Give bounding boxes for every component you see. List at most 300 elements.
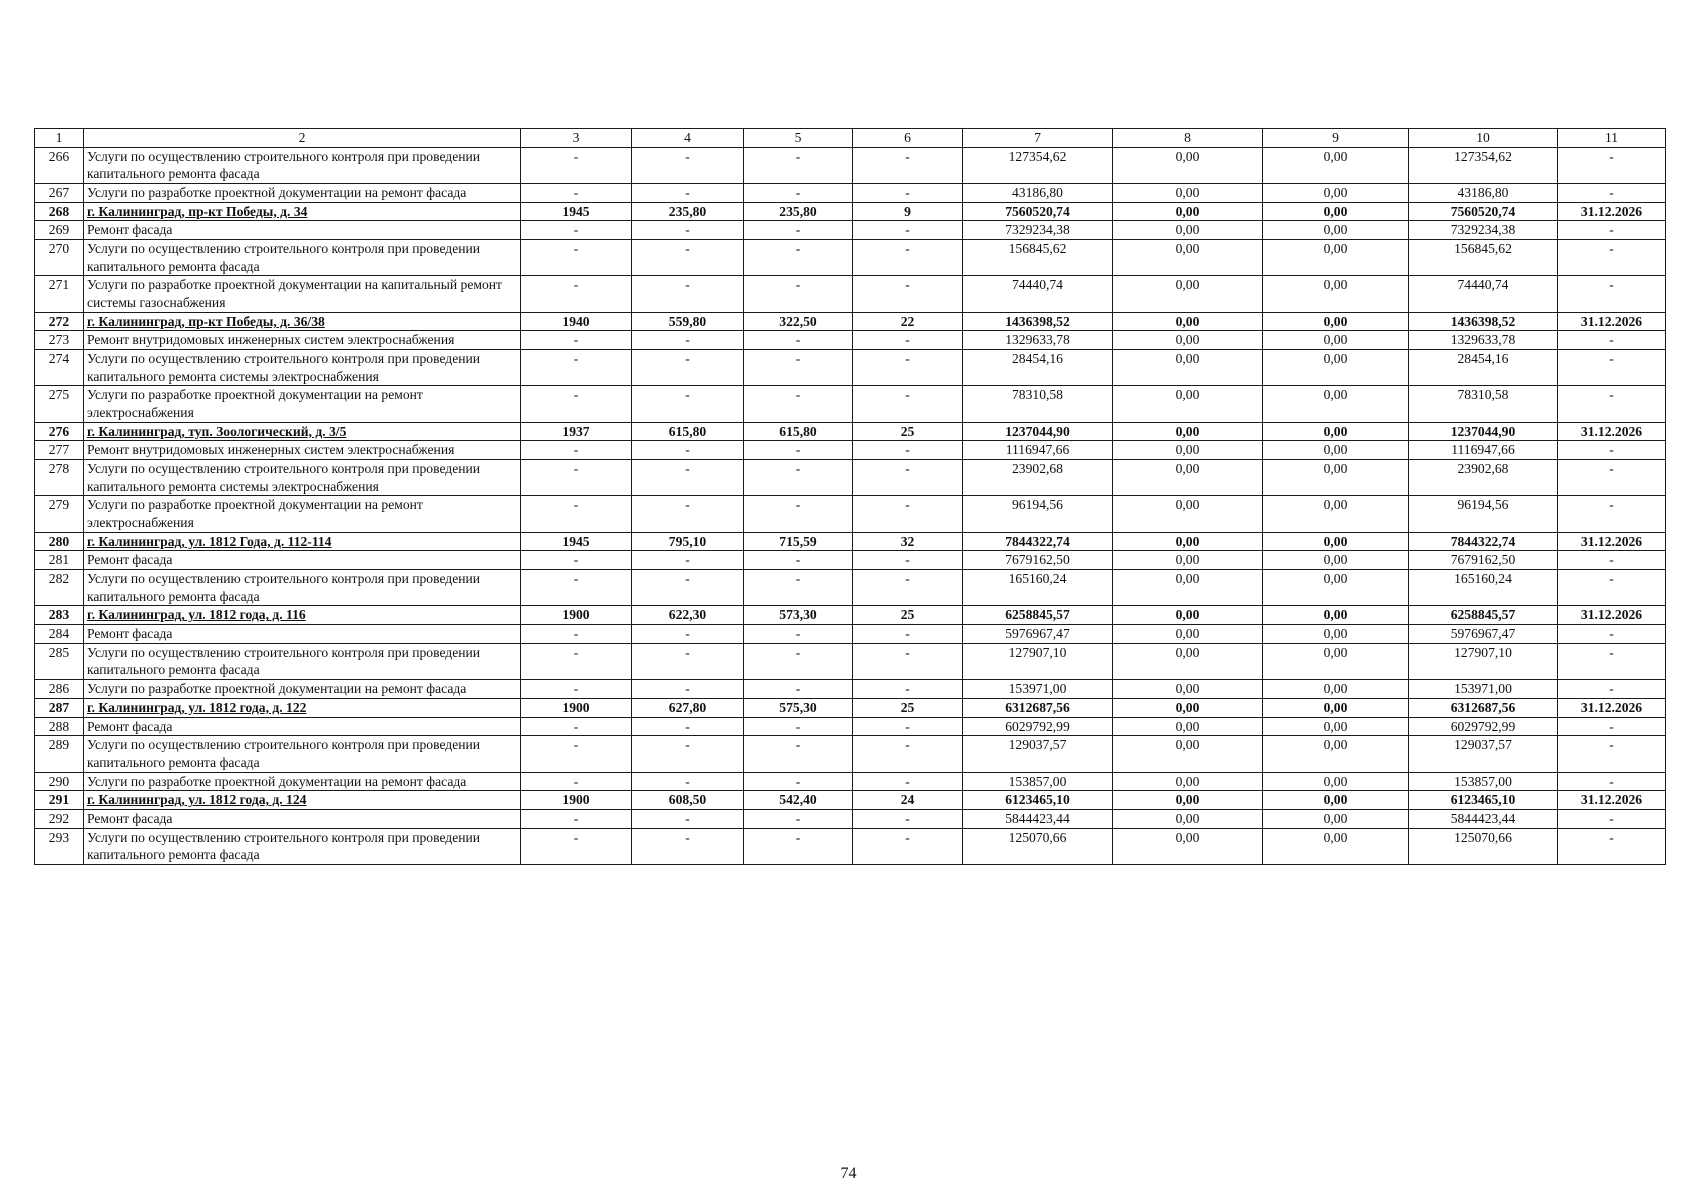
owner-funds-cell: 96194,56 xyxy=(1409,496,1558,532)
completion-date-cell: - xyxy=(1558,736,1666,772)
total-area-cell: - xyxy=(632,331,744,350)
column-number-cell: 5 xyxy=(744,129,853,148)
total-area-cell: - xyxy=(632,828,744,864)
row-number-cell: 288 xyxy=(35,717,84,736)
build-year-cell: - xyxy=(521,643,632,679)
regional-funds-cell: 0,00 xyxy=(1263,276,1409,312)
total-area-cell: - xyxy=(632,276,744,312)
federal-funds-cell: 0,00 xyxy=(1113,680,1263,699)
table-row xyxy=(35,350,1666,386)
work-description-cell: г. Калининград, ул. 1812 Года, д. 112-114 xyxy=(84,532,521,551)
build-year-cell: - xyxy=(521,331,632,350)
row-number-cell: 292 xyxy=(35,809,84,828)
page-number: 74 xyxy=(840,1165,857,1182)
living-area-cell: - xyxy=(744,570,853,606)
build-year-cell: - xyxy=(521,221,632,240)
owner-funds-cell: 23902,68 xyxy=(1409,460,1558,496)
total-area-cell: - xyxy=(632,772,744,791)
build-year-cell: - xyxy=(521,625,632,644)
owner-funds-cell: 6258845,57 xyxy=(1409,606,1558,625)
build-year-cell: 1940 xyxy=(521,312,632,331)
column-number-cell: 2 xyxy=(84,129,521,148)
federal-funds-cell: 0,00 xyxy=(1113,532,1263,551)
address-row xyxy=(35,698,1666,717)
federal-funds-cell: 0,00 xyxy=(1113,625,1263,644)
residents-cell: - xyxy=(853,625,963,644)
living-area-cell: - xyxy=(744,240,853,276)
total-area-cell: - xyxy=(632,441,744,460)
total-cost-cell: 78310,58 xyxy=(963,386,1113,422)
row-number-cell: 271 xyxy=(35,276,84,312)
owner-funds-cell: 1436398,52 xyxy=(1409,312,1558,331)
build-year-cell: 1900 xyxy=(521,791,632,810)
table-row xyxy=(35,460,1666,496)
completion-date-cell: - xyxy=(1558,386,1666,422)
regional-funds-cell: 0,00 xyxy=(1263,680,1409,699)
residents-cell: - xyxy=(853,551,963,570)
table-row xyxy=(35,331,1666,350)
living-area-cell: 715,59 xyxy=(744,532,853,551)
total-area-cell: 608,50 xyxy=(632,791,744,810)
total-cost-cell: 43186,80 xyxy=(963,184,1113,203)
work-description-cell: Ремонт внутридомовых инженерных систем электроснабжения xyxy=(84,331,521,350)
federal-funds-cell: 0,00 xyxy=(1113,276,1263,312)
total-cost-cell: 6123465,10 xyxy=(963,791,1113,810)
column-number-cell: 10 xyxy=(1409,129,1558,148)
work-description-cell: Ремонт фасада xyxy=(84,809,521,828)
work-description-cell: Услуги по разработке проектной документации на капитальный ремонт системы газоснабжения xyxy=(84,276,521,312)
total-cost-cell: 96194,56 xyxy=(963,496,1113,532)
table-row xyxy=(35,147,1666,183)
total-cost-cell: 129037,57 xyxy=(963,736,1113,772)
federal-funds-cell: 0,00 xyxy=(1113,240,1263,276)
residents-cell: - xyxy=(853,184,963,203)
living-area-cell: 575,30 xyxy=(744,698,853,717)
total-cost-cell: 1436398,52 xyxy=(963,312,1113,331)
build-year-cell: - xyxy=(521,441,632,460)
table-body xyxy=(35,147,1666,864)
completion-date-cell: 31.12.2026 xyxy=(1558,422,1666,441)
completion-date-cell: - xyxy=(1558,717,1666,736)
total-cost-cell: 7844322,74 xyxy=(963,532,1113,551)
owner-funds-cell: 153971,00 xyxy=(1409,680,1558,699)
work-description-cell: Услуги по осуществлению строительного контроля при проведении капитального ремонта системы электроснабжения xyxy=(84,460,521,496)
residents-cell: - xyxy=(853,441,963,460)
total-area-cell: - xyxy=(632,350,744,386)
regional-funds-cell: 0,00 xyxy=(1263,736,1409,772)
work-description-cell: г. Калининград, ул. 1812 года, д. 124 xyxy=(84,791,521,810)
work-description-cell: Услуги по разработке проектной документации на ремонт электроснабжения xyxy=(84,496,521,532)
work-description-cell: Ремонт внутридомовых инженерных систем электроснабжения xyxy=(84,441,521,460)
column-number-cell: 1 xyxy=(35,129,84,148)
completion-date-cell: - xyxy=(1558,809,1666,828)
total-area-cell: - xyxy=(632,643,744,679)
residents-cell: - xyxy=(853,147,963,183)
build-year-cell: 1945 xyxy=(521,532,632,551)
total-cost-cell: 1116947,66 xyxy=(963,441,1113,460)
residents-cell: - xyxy=(853,240,963,276)
address-row xyxy=(35,791,1666,810)
row-number-cell: 266 xyxy=(35,147,84,183)
build-year-cell: - xyxy=(521,240,632,276)
total-area-cell: - xyxy=(632,551,744,570)
federal-funds-cell: 0,00 xyxy=(1113,570,1263,606)
regional-funds-cell: 0,00 xyxy=(1263,791,1409,810)
work-description-cell: г. Калининград, пр-кт Победы, д. 36/38 xyxy=(84,312,521,331)
total-area-cell: - xyxy=(632,460,744,496)
total-area-cell: - xyxy=(632,240,744,276)
table-row xyxy=(35,736,1666,772)
row-number-cell: 290 xyxy=(35,772,84,791)
regional-funds-cell: 0,00 xyxy=(1263,698,1409,717)
column-number-cell: 3 xyxy=(521,129,632,148)
living-area-cell: - xyxy=(744,386,853,422)
residents-cell: - xyxy=(853,221,963,240)
total-cost-cell: 156845,62 xyxy=(963,240,1113,276)
federal-funds-cell: 0,00 xyxy=(1113,331,1263,350)
residents-cell: 32 xyxy=(853,532,963,551)
total-cost-cell: 125070,66 xyxy=(963,828,1113,864)
residents-cell: - xyxy=(853,809,963,828)
total-area-cell: 795,10 xyxy=(632,532,744,551)
federal-funds-cell: 0,00 xyxy=(1113,717,1263,736)
residents-cell: 25 xyxy=(853,698,963,717)
work-description-cell: Ремонт фасада xyxy=(84,717,521,736)
total-area-cell: - xyxy=(632,570,744,606)
completion-date-cell: 31.12.2026 xyxy=(1558,532,1666,551)
residents-cell: 24 xyxy=(853,791,963,810)
owner-funds-cell: 165160,24 xyxy=(1409,570,1558,606)
build-year-cell: 1945 xyxy=(521,202,632,221)
row-number-cell: 283 xyxy=(35,606,84,625)
row-number-cell: 277 xyxy=(35,441,84,460)
work-description-cell: Услуги по разработке проектной документации на ремонт электроснабжения xyxy=(84,386,521,422)
completion-date-cell: - xyxy=(1558,147,1666,183)
living-area-cell: - xyxy=(744,772,853,791)
owner-funds-cell: 28454,16 xyxy=(1409,350,1558,386)
owner-funds-cell: 7679162,50 xyxy=(1409,551,1558,570)
total-area-cell: 615,80 xyxy=(632,422,744,441)
total-area-cell: 559,80 xyxy=(632,312,744,331)
column-number-cell: 9 xyxy=(1263,129,1409,148)
completion-date-cell: - xyxy=(1558,680,1666,699)
completion-date-cell: 31.12.2026 xyxy=(1558,791,1666,810)
completion-date-cell: - xyxy=(1558,772,1666,791)
residents-cell: - xyxy=(853,276,963,312)
living-area-cell: - xyxy=(744,184,853,203)
federal-funds-cell: 0,00 xyxy=(1113,202,1263,221)
living-area-cell: - xyxy=(744,276,853,312)
build-year-cell: - xyxy=(521,570,632,606)
table-row xyxy=(35,625,1666,644)
column-number-cell: 8 xyxy=(1113,129,1263,148)
table-row xyxy=(35,496,1666,532)
row-number-cell: 287 xyxy=(35,698,84,717)
regional-funds-cell: 0,00 xyxy=(1263,772,1409,791)
owner-funds-cell: 5844423,44 xyxy=(1409,809,1558,828)
residents-cell: 25 xyxy=(853,422,963,441)
regional-funds-cell: 0,00 xyxy=(1263,147,1409,183)
federal-funds-cell: 0,00 xyxy=(1113,460,1263,496)
owner-funds-cell: 127354,62 xyxy=(1409,147,1558,183)
completion-date-cell: - xyxy=(1558,496,1666,532)
row-number-cell: 289 xyxy=(35,736,84,772)
residents-cell: - xyxy=(853,570,963,606)
regional-funds-cell: 0,00 xyxy=(1263,809,1409,828)
address-row xyxy=(35,422,1666,441)
residents-cell: - xyxy=(853,680,963,699)
living-area-cell: - xyxy=(744,350,853,386)
table-row xyxy=(35,828,1666,864)
row-number-cell: 282 xyxy=(35,570,84,606)
completion-date-cell: 31.12.2026 xyxy=(1558,698,1666,717)
federal-funds-cell: 0,00 xyxy=(1113,772,1263,791)
row-number-cell: 279 xyxy=(35,496,84,532)
living-area-cell: - xyxy=(744,551,853,570)
regional-funds-cell: 0,00 xyxy=(1263,625,1409,644)
column-number-cell: 7 xyxy=(963,129,1113,148)
row-number-cell: 269 xyxy=(35,221,84,240)
completion-date-cell: - xyxy=(1558,276,1666,312)
row-number-cell: 278 xyxy=(35,460,84,496)
living-area-cell: 235,80 xyxy=(744,202,853,221)
completion-date-cell: - xyxy=(1558,184,1666,203)
build-year-cell: 1900 xyxy=(521,698,632,717)
row-number-cell: 276 xyxy=(35,422,84,441)
total-area-cell: - xyxy=(632,184,744,203)
completion-date-cell: 31.12.2026 xyxy=(1558,202,1666,221)
completion-date-cell: - xyxy=(1558,625,1666,644)
total-cost-cell: 1329633,78 xyxy=(963,331,1113,350)
completion-date-cell: - xyxy=(1558,331,1666,350)
living-area-cell: - xyxy=(744,643,853,679)
living-area-cell: - xyxy=(744,809,853,828)
build-year-cell: - xyxy=(521,828,632,864)
living-area-cell: - xyxy=(744,460,853,496)
living-area-cell: - xyxy=(744,828,853,864)
total-cost-cell: 1237044,90 xyxy=(963,422,1113,441)
work-description-cell: Ремонт фасада xyxy=(84,221,521,240)
work-description-cell: Ремонт фасада xyxy=(84,625,521,644)
completion-date-cell: 31.12.2026 xyxy=(1558,312,1666,331)
total-cost-cell: 127907,10 xyxy=(963,643,1113,679)
residents-cell: - xyxy=(853,496,963,532)
completion-date-cell: - xyxy=(1558,350,1666,386)
residents-cell: 25 xyxy=(853,606,963,625)
living-area-cell: 322,50 xyxy=(744,312,853,331)
total-area-cell: - xyxy=(632,496,744,532)
total-cost-cell: 6258845,57 xyxy=(963,606,1113,625)
owner-funds-cell: 43186,80 xyxy=(1409,184,1558,203)
row-number-cell: 272 xyxy=(35,312,84,331)
column-number-cell: 6 xyxy=(853,129,963,148)
table-row xyxy=(35,717,1666,736)
residents-cell: - xyxy=(853,460,963,496)
total-cost-cell: 153857,00 xyxy=(963,772,1113,791)
federal-funds-cell: 0,00 xyxy=(1113,698,1263,717)
living-area-cell: - xyxy=(744,496,853,532)
total-area-cell: - xyxy=(632,221,744,240)
work-description-cell: Услуги по осуществлению строительного контроля при проведении капитального ремонта фасада xyxy=(84,736,521,772)
federal-funds-cell: 0,00 xyxy=(1113,422,1263,441)
federal-funds-cell: 0,00 xyxy=(1113,184,1263,203)
owner-funds-cell: 5976967,47 xyxy=(1409,625,1558,644)
total-area-cell: 627,80 xyxy=(632,698,744,717)
total-area-cell: - xyxy=(632,680,744,699)
completion-date-cell: - xyxy=(1558,441,1666,460)
residents-cell: - xyxy=(853,717,963,736)
work-description-cell: г. Калининград, ул. 1812 года, д. 116 xyxy=(84,606,521,625)
regional-funds-cell: 0,00 xyxy=(1263,350,1409,386)
table-row xyxy=(35,643,1666,679)
total-cost-cell: 5844423,44 xyxy=(963,809,1113,828)
total-area-cell: - xyxy=(632,736,744,772)
build-year-cell: - xyxy=(521,350,632,386)
work-description-cell: Услуги по осуществлению строительного контроля при проведении капитального ремонта фасада xyxy=(84,240,521,276)
table-row xyxy=(35,221,1666,240)
total-area-cell: - xyxy=(632,717,744,736)
work-description-cell: Услуги по осуществлению строительного контроля при проведении капитального ремонта фасада xyxy=(84,643,521,679)
living-area-cell: - xyxy=(744,331,853,350)
row-number-cell: 275 xyxy=(35,386,84,422)
table-row xyxy=(35,184,1666,203)
federal-funds-cell: 0,00 xyxy=(1113,386,1263,422)
column-number-cell: 4 xyxy=(632,129,744,148)
federal-funds-cell: 0,00 xyxy=(1113,441,1263,460)
work-description-cell: г. Калининград, ул. 1812 года, д. 122 xyxy=(84,698,521,717)
living-area-cell: 573,30 xyxy=(744,606,853,625)
living-area-cell: - xyxy=(744,717,853,736)
federal-funds-cell: 0,00 xyxy=(1113,643,1263,679)
federal-funds-cell: 0,00 xyxy=(1113,496,1263,532)
row-number-cell: 285 xyxy=(35,643,84,679)
federal-funds-cell: 0,00 xyxy=(1113,809,1263,828)
total-area-cell: 622,30 xyxy=(632,606,744,625)
completion-date-cell: - xyxy=(1558,240,1666,276)
regional-funds-cell: 0,00 xyxy=(1263,532,1409,551)
work-description-cell: Услуги по разработке проектной документации на ремонт фасада xyxy=(84,184,521,203)
table-row xyxy=(35,386,1666,422)
federal-funds-cell: 0,00 xyxy=(1113,736,1263,772)
address-row xyxy=(35,202,1666,221)
build-year-cell: - xyxy=(521,184,632,203)
living-area-cell: - xyxy=(744,625,853,644)
work-description-cell: Услуги по разработке проектной документации на ремонт фасада xyxy=(84,680,521,699)
regional-funds-cell: 0,00 xyxy=(1263,643,1409,679)
total-cost-cell: 6312687,56 xyxy=(963,698,1113,717)
build-year-cell: - xyxy=(521,736,632,772)
regional-funds-cell: 0,00 xyxy=(1263,460,1409,496)
federal-funds-cell: 0,00 xyxy=(1113,606,1263,625)
completion-date-cell: - xyxy=(1558,828,1666,864)
total-cost-cell: 6029792,99 xyxy=(963,717,1113,736)
work-description-cell: Ремонт фасада xyxy=(84,551,521,570)
address-row xyxy=(35,606,1666,625)
table-row xyxy=(35,240,1666,276)
living-area-cell: - xyxy=(744,441,853,460)
living-area-cell: 542,40 xyxy=(744,791,853,810)
regional-funds-cell: 0,00 xyxy=(1263,606,1409,625)
regional-funds-cell: 0,00 xyxy=(1263,828,1409,864)
regional-funds-cell: 0,00 xyxy=(1263,386,1409,422)
residents-cell: - xyxy=(853,386,963,422)
regional-funds-cell: 0,00 xyxy=(1263,240,1409,276)
row-number-cell: 267 xyxy=(35,184,84,203)
column-number-cell: 11 xyxy=(1558,129,1666,148)
living-area-cell: - xyxy=(744,147,853,183)
build-year-cell: - xyxy=(521,717,632,736)
owner-funds-cell: 7560520,74 xyxy=(1409,202,1558,221)
owner-funds-cell: 6123465,10 xyxy=(1409,791,1558,810)
owner-funds-cell: 74440,74 xyxy=(1409,276,1558,312)
table-row xyxy=(35,680,1666,699)
total-area-cell: - xyxy=(632,809,744,828)
federal-funds-cell: 0,00 xyxy=(1113,221,1263,240)
living-area-cell: - xyxy=(744,221,853,240)
build-year-cell: 1900 xyxy=(521,606,632,625)
build-year-cell: - xyxy=(521,386,632,422)
owner-funds-cell: 127907,10 xyxy=(1409,643,1558,679)
total-cost-cell: 7329234,38 xyxy=(963,221,1113,240)
living-area-cell: - xyxy=(744,736,853,772)
owner-funds-cell: 1116947,66 xyxy=(1409,441,1558,460)
build-year-cell: - xyxy=(521,680,632,699)
completion-date-cell: - xyxy=(1558,551,1666,570)
row-number-cell: 286 xyxy=(35,680,84,699)
regional-funds-cell: 0,00 xyxy=(1263,184,1409,203)
work-description-cell: Услуги по осуществлению строительного контроля при проведении капитального ремонта фасада xyxy=(84,828,521,864)
owner-funds-cell: 1237044,90 xyxy=(1409,422,1558,441)
capital-repair-table xyxy=(34,128,1666,865)
table-row xyxy=(35,441,1666,460)
address-row xyxy=(35,532,1666,551)
residents-cell: 9 xyxy=(853,202,963,221)
owner-funds-cell: 6029792,99 xyxy=(1409,717,1558,736)
row-number-cell: 291 xyxy=(35,791,84,810)
work-description-cell: Услуги по разработке проектной документации на ремонт фасада xyxy=(84,772,521,791)
row-number-cell: 273 xyxy=(35,331,84,350)
work-description-cell: Услуги по осуществлению строительного контроля при проведении капитального ремонта фасада xyxy=(84,147,521,183)
build-year-cell: 1937 xyxy=(521,422,632,441)
residents-cell: - xyxy=(853,643,963,679)
total-cost-cell: 23902,68 xyxy=(963,460,1113,496)
table-row xyxy=(35,570,1666,606)
regional-funds-cell: 0,00 xyxy=(1263,441,1409,460)
federal-funds-cell: 0,00 xyxy=(1113,828,1263,864)
owner-funds-cell: 6312687,56 xyxy=(1409,698,1558,717)
build-year-cell: - xyxy=(521,460,632,496)
total-cost-cell: 7560520,74 xyxy=(963,202,1113,221)
row-number-cell: 281 xyxy=(35,551,84,570)
build-year-cell: - xyxy=(521,276,632,312)
table-row xyxy=(35,276,1666,312)
residents-cell: 22 xyxy=(853,312,963,331)
total-cost-cell: 28454,16 xyxy=(963,350,1113,386)
table-row xyxy=(35,772,1666,791)
federal-funds-cell: 0,00 xyxy=(1113,147,1263,183)
work-description-cell: г. Калининград, туп. Зоологический, д. 3/5 xyxy=(84,422,521,441)
build-year-cell: - xyxy=(521,496,632,532)
total-cost-cell: 5976967,47 xyxy=(963,625,1113,644)
owner-funds-cell: 7329234,38 xyxy=(1409,221,1558,240)
regional-funds-cell: 0,00 xyxy=(1263,717,1409,736)
regional-funds-cell: 0,00 xyxy=(1263,496,1409,532)
owner-funds-cell: 153857,00 xyxy=(1409,772,1558,791)
living-area-cell: 615,80 xyxy=(744,422,853,441)
build-year-cell: - xyxy=(521,551,632,570)
completion-date-cell: - xyxy=(1558,460,1666,496)
residents-cell: - xyxy=(853,772,963,791)
